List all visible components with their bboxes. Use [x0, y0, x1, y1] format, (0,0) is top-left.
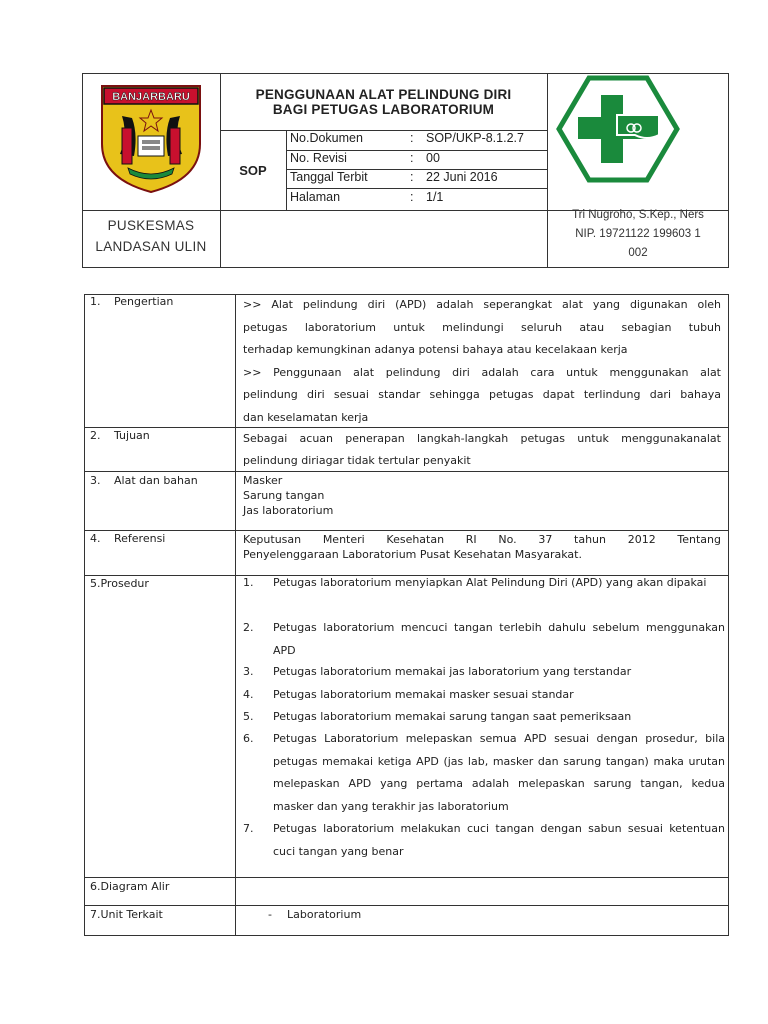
procedure-step	[243, 617, 723, 662]
step-text: Petugas Laboratorium melepaskan semua APD sesuai dengan prosedur, bila petugas memakai ketiga APD (jas lab, masker dan sarung tangan) maka urutan melepaskan APD yang pertama adalah melepaskan sarung tangan, kedua masker dan yang terakhir jas laboratorium	[273, 732, 725, 813]
procedure-step	[243, 572, 723, 617]
step-text: Petugas laboratorium menyiapkan Alat Pelindung Diri (APD) yang akan dipakai	[273, 576, 707, 589]
title-line-2: BAGI PETUGAS LABORATORIUM	[272, 102, 495, 117]
divider	[84, 877, 729, 878]
step-text: Petugas laboratorium melakukan cuci tangan dengan sabun sesuai ketentuan cuci tangan yang benar	[273, 822, 725, 858]
signer-nip-cont: 002	[628, 247, 648, 259]
puskesmas-line-1: PUSKESMAS	[107, 218, 195, 233]
crest-banner-text: BANJARBARU	[112, 91, 190, 103]
section-text-alat	[243, 473, 721, 518]
section-label: Tujuan	[114, 429, 150, 442]
meta-colon: :	[410, 131, 414, 145]
text-line: >> Alat pelindung diri (APD) adalah seperangkat alat yang digunakan oleh	[243, 298, 721, 311]
step-number: 3.	[243, 665, 254, 678]
step-number: 1.	[243, 576, 254, 589]
sop-label: SOP	[239, 162, 267, 178]
meta-row-dokumen	[290, 128, 546, 148]
text-line: pelindung diri sesuai standar sehingga petugas dapat terlindung dari bahaya	[243, 388, 721, 401]
text-line: Sebagai acuan penerapan langkah-langkah petugas untuk menggunakanalat	[243, 432, 721, 445]
meta-colon: :	[410, 190, 414, 204]
section-label: 6.Diagram Alir	[90, 880, 170, 893]
section-text-pengertian	[243, 294, 721, 429]
meta-key: Halaman	[290, 190, 341, 204]
meta-value: 1/1	[426, 190, 444, 204]
divider	[84, 905, 729, 906]
section-number: 3.	[90, 474, 101, 487]
text-line: pelindung diriagar tidak tertular penyakit	[243, 454, 471, 467]
meta-key: No. Revisi	[290, 151, 347, 165]
section-label-tujuan	[90, 429, 230, 445]
signer-nip: NIP. 19721122 199603 1	[575, 228, 701, 240]
meta-row-halaman	[290, 187, 546, 207]
divider	[235, 294, 236, 936]
section-label-diagram	[90, 880, 230, 896]
section-number: 2.	[90, 429, 101, 442]
procedure-step	[243, 728, 723, 818]
section-label: Pengertian	[114, 295, 174, 308]
list-item: Masker	[243, 474, 283, 487]
section-label: Alat dan bahan	[114, 474, 198, 487]
divider	[84, 530, 729, 531]
section-text-referensi	[243, 532, 721, 562]
step-text: Petugas laboratorium mencuci tangan terlebih dahulu sebelum menggunakan APD	[273, 621, 725, 657]
procedure-step	[243, 661, 723, 683]
meta-value: 22 Juni 2016	[426, 170, 498, 184]
section-text-tujuan	[243, 428, 721, 472]
text-line: dan keselamatan kerja	[243, 410, 369, 424]
meta-colon: :	[410, 170, 414, 184]
section-label-pengertian	[90, 295, 230, 311]
document-title	[220, 74, 547, 130]
section-label-prosedur	[90, 577, 230, 593]
section-label: 7.Unit Terkait	[90, 908, 163, 921]
signer-block	[548, 206, 728, 268]
text-line: Keputusan Menteri Kesehatan RI No. 37 tahun 2012 Tentang	[243, 533, 721, 546]
divider	[286, 130, 287, 210]
text-line: Penyelenggaraan Laboratorium Pusat Kesehatan Masyarakat.	[243, 548, 582, 561]
step-text: Petugas laboratorium memakai jas laboratorium yang terstandar	[273, 665, 632, 678]
banjarbaru-crest-logo	[100, 84, 202, 194]
procedure-step	[243, 684, 723, 706]
meta-value: 00	[426, 151, 440, 165]
section-number: 4.	[90, 532, 101, 545]
text-line: terhadap kemungkinan adanya potensi bahaya atau kecelakaan kerja	[243, 343, 628, 356]
procedure-step	[243, 706, 723, 728]
meta-key: Tanggal Terbit	[290, 170, 368, 184]
meta-key: No.Dokumen	[290, 131, 363, 145]
step-number: 5.	[243, 710, 254, 723]
step-text: Petugas laboratorium memakai sarung tangan saat pemeriksaan	[273, 710, 632, 723]
meta-colon: :	[410, 151, 414, 165]
section-label: Referensi	[114, 532, 166, 545]
section-label: 5.Prosedur	[90, 577, 149, 590]
signer-name: Tri Nugroho, S.Kep., Ners	[572, 209, 704, 221]
step-number: 7.	[243, 822, 254, 835]
step-number: 4.	[243, 688, 254, 701]
step-number: 2.	[243, 621, 254, 634]
title-line-1: PENGGUNAAN ALAT PELINDUNG DIRI	[255, 87, 512, 102]
meta-value: SOP/UKP-8.1.2.7	[426, 131, 524, 145]
section-label-referensi	[90, 532, 230, 548]
list-item: Sarung tangan	[243, 489, 325, 502]
procedure-step	[243, 818, 723, 863]
list-item: Jas laboratorium	[243, 504, 334, 517]
section-label-alat	[90, 474, 230, 490]
puskesmas-line-2: LANDASAN ULIN	[95, 239, 207, 254]
step-number: 6.	[243, 732, 254, 745]
section-text-unit	[268, 908, 468, 924]
puskesmas-name	[82, 210, 220, 268]
text-line: >> Penggunaan alat pelindung diri adalah cara untuk menggunakan alat	[243, 365, 721, 379]
step-text: Petugas laboratorium memakai masker sesuai standar	[273, 688, 574, 701]
meta-row-tanggal	[290, 167, 546, 187]
list-dash: -	[268, 908, 272, 921]
section-label-unit	[90, 908, 230, 924]
unit-value: Laboratorium	[287, 908, 362, 921]
section-number: 1.	[90, 295, 101, 308]
meta-row-revisi	[290, 148, 546, 168]
puskesmas-logo	[555, 75, 681, 183]
text-line: petugas laboratorium untuk melindungi seluruh atau sebagian tubuh	[243, 320, 721, 334]
